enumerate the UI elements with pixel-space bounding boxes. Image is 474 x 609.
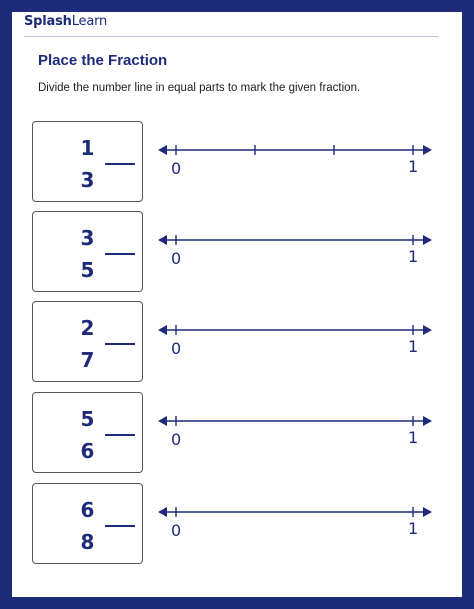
problem-row	[0, 301, 474, 383]
tick-label-one: 1	[408, 337, 419, 356]
tick-label-zero: 0	[171, 521, 182, 540]
arrow-right-icon	[423, 507, 432, 517]
arrow-right-icon	[423, 416, 432, 426]
arrow-left-icon	[158, 416, 167, 426]
fraction-denominator: 5	[80, 258, 95, 282]
tick-label-zero: 0	[171, 159, 182, 178]
tick-label-one: 1	[408, 519, 419, 538]
number-line	[0, 121, 474, 203]
fraction-denominator: 8	[80, 530, 95, 554]
splashlearn-logo	[24, 14, 107, 29]
number-line	[0, 392, 474, 474]
header-divider	[24, 36, 438, 37]
fraction-numerator: 3	[80, 226, 95, 250]
fraction-numerator: 2	[80, 316, 95, 340]
arrow-left-icon	[158, 325, 167, 335]
tick-label-one: 1	[408, 157, 419, 176]
arrow-left-icon	[158, 145, 167, 155]
number-line	[0, 301, 474, 383]
number-line	[0, 211, 474, 293]
logo-bold: Splash	[24, 14, 72, 29]
arrow-right-icon	[423, 235, 432, 245]
problem-row	[0, 392, 474, 474]
arrow-right-icon	[423, 325, 432, 335]
tick-label-zero: 0	[171, 430, 182, 449]
logo-light: Learn	[71, 14, 108, 29]
number-line	[0, 483, 474, 565]
tick-label-zero: 0	[171, 249, 182, 268]
fraction-numerator: 1	[80, 136, 95, 160]
fraction-denominator: 6	[80, 439, 95, 463]
fraction-denominator: 3	[80, 168, 95, 192]
worksheet-instructions: Divide the number line in equal parts to mark the given fraction.	[38, 82, 361, 94]
arrow-left-icon	[158, 507, 167, 517]
tick-label-one: 1	[408, 247, 419, 266]
problem-row	[0, 121, 474, 203]
tick-label-one: 1	[408, 428, 419, 447]
fraction-numerator: 6	[80, 498, 95, 522]
fraction-numerator: 5	[80, 407, 95, 431]
problem-row	[0, 211, 474, 293]
arrow-left-icon	[158, 235, 167, 245]
tick-label-zero: 0	[171, 339, 182, 358]
problem-row	[0, 483, 474, 565]
fraction-denominator: 7	[80, 348, 95, 372]
arrow-right-icon	[423, 145, 432, 155]
worksheet-title: Place the Fraction	[38, 52, 168, 69]
